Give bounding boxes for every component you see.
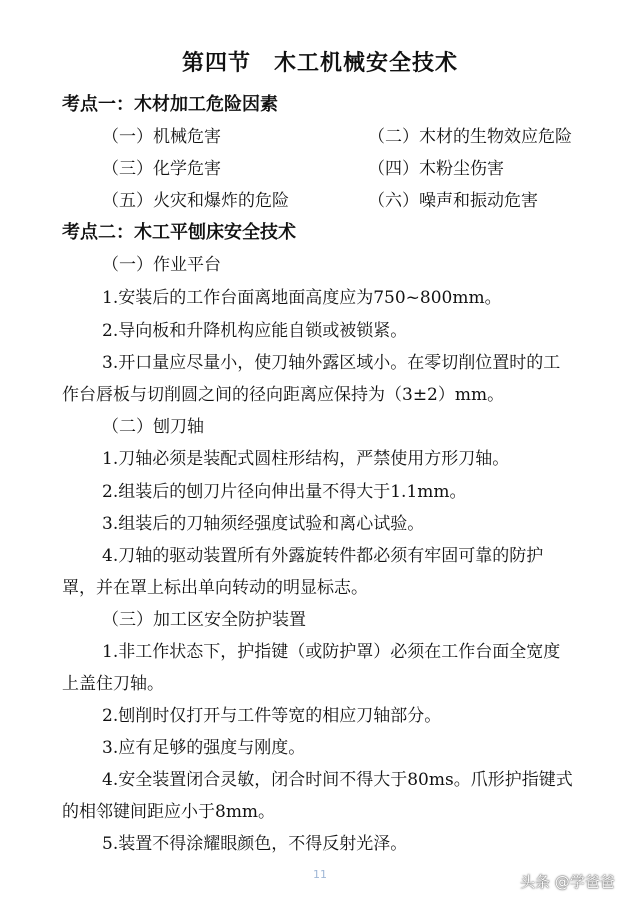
hazard-item-4: （四）木粉尘伤害	[368, 159, 504, 179]
subheading-cutter-shaft: （二）刨刀轴	[102, 417, 204, 437]
watermark: 头条 @学爸爸	[520, 873, 615, 891]
list-item-continuation: 罩，并在罩上标出单向转动的明显标志。	[62, 578, 368, 598]
section-heading-2: 考点二：木工平刨床安全技术	[62, 222, 296, 243]
section-heading-1: 考点一：木材加工危险因素	[62, 94, 278, 115]
hazard-item-3: （三）化学危害	[102, 159, 221, 179]
list-item-continuation: 的相邻键间距应小于8mm。	[62, 802, 276, 822]
subheading-guard-device: （三）加工区安全防护装置	[102, 610, 306, 630]
subheading-platform: （一）作业平台	[102, 255, 221, 275]
list-item: 1.安装后的工作台面离地面高度应为750~800mm。	[102, 288, 502, 308]
list-item: 5.装置不得涂耀眼颜色，不得反射光泽。	[102, 834, 408, 854]
list-item: 3.组装后的刀轴须经强度试验和离心试验。	[102, 514, 425, 534]
hazard-item-5: （五）火灾和爆炸的危险	[102, 191, 289, 211]
list-item: 4.刀轴的驱动装置所有外露旋转件都必须有牢固可靠的防护	[102, 546, 544, 566]
list-item-continuation: 作台唇板与切削圆之间的径向距离应保持为（3±2）mm。	[62, 385, 505, 405]
hazard-item-1: （一）机械危害	[102, 127, 221, 147]
page-title: 第四节 木工机械安全技术	[181, 50, 458, 76]
list-item: 2.刨削时仅打开与工件等宽的相应刀轴部分。	[102, 706, 442, 726]
list-item: 1.非工作状态下，护指键（或防护罩）必须在工作台面全宽度	[102, 642, 561, 662]
list-item: 4.安全装置闭合灵敏，闭合时间不得大于80ms。爪形护指键式	[102, 770, 573, 790]
page-number: 11	[313, 868, 327, 881]
list-item: 1.刀轴必须是装配式圆柱形结构，严禁使用方形刀轴。	[102, 449, 510, 469]
list-item: 2.导向板和升降机构应能自锁或被锁紧。	[102, 321, 408, 341]
list-item: 3.开口量应尽量小，使刀轴外露区域小。在零切削位置时的工	[102, 353, 561, 373]
list-item: 3.应有足够的强度与刚度。	[102, 738, 306, 758]
list-item-continuation: 上盖住刀轴。	[62, 674, 164, 694]
hazard-item-6: （六）噪声和振动危害	[368, 191, 538, 211]
hazard-item-2: （二）木材的生物效应危险	[368, 127, 572, 147]
list-item: 2.组装后的刨刀片径向伸出量不得大于1.1mm。	[102, 482, 467, 502]
